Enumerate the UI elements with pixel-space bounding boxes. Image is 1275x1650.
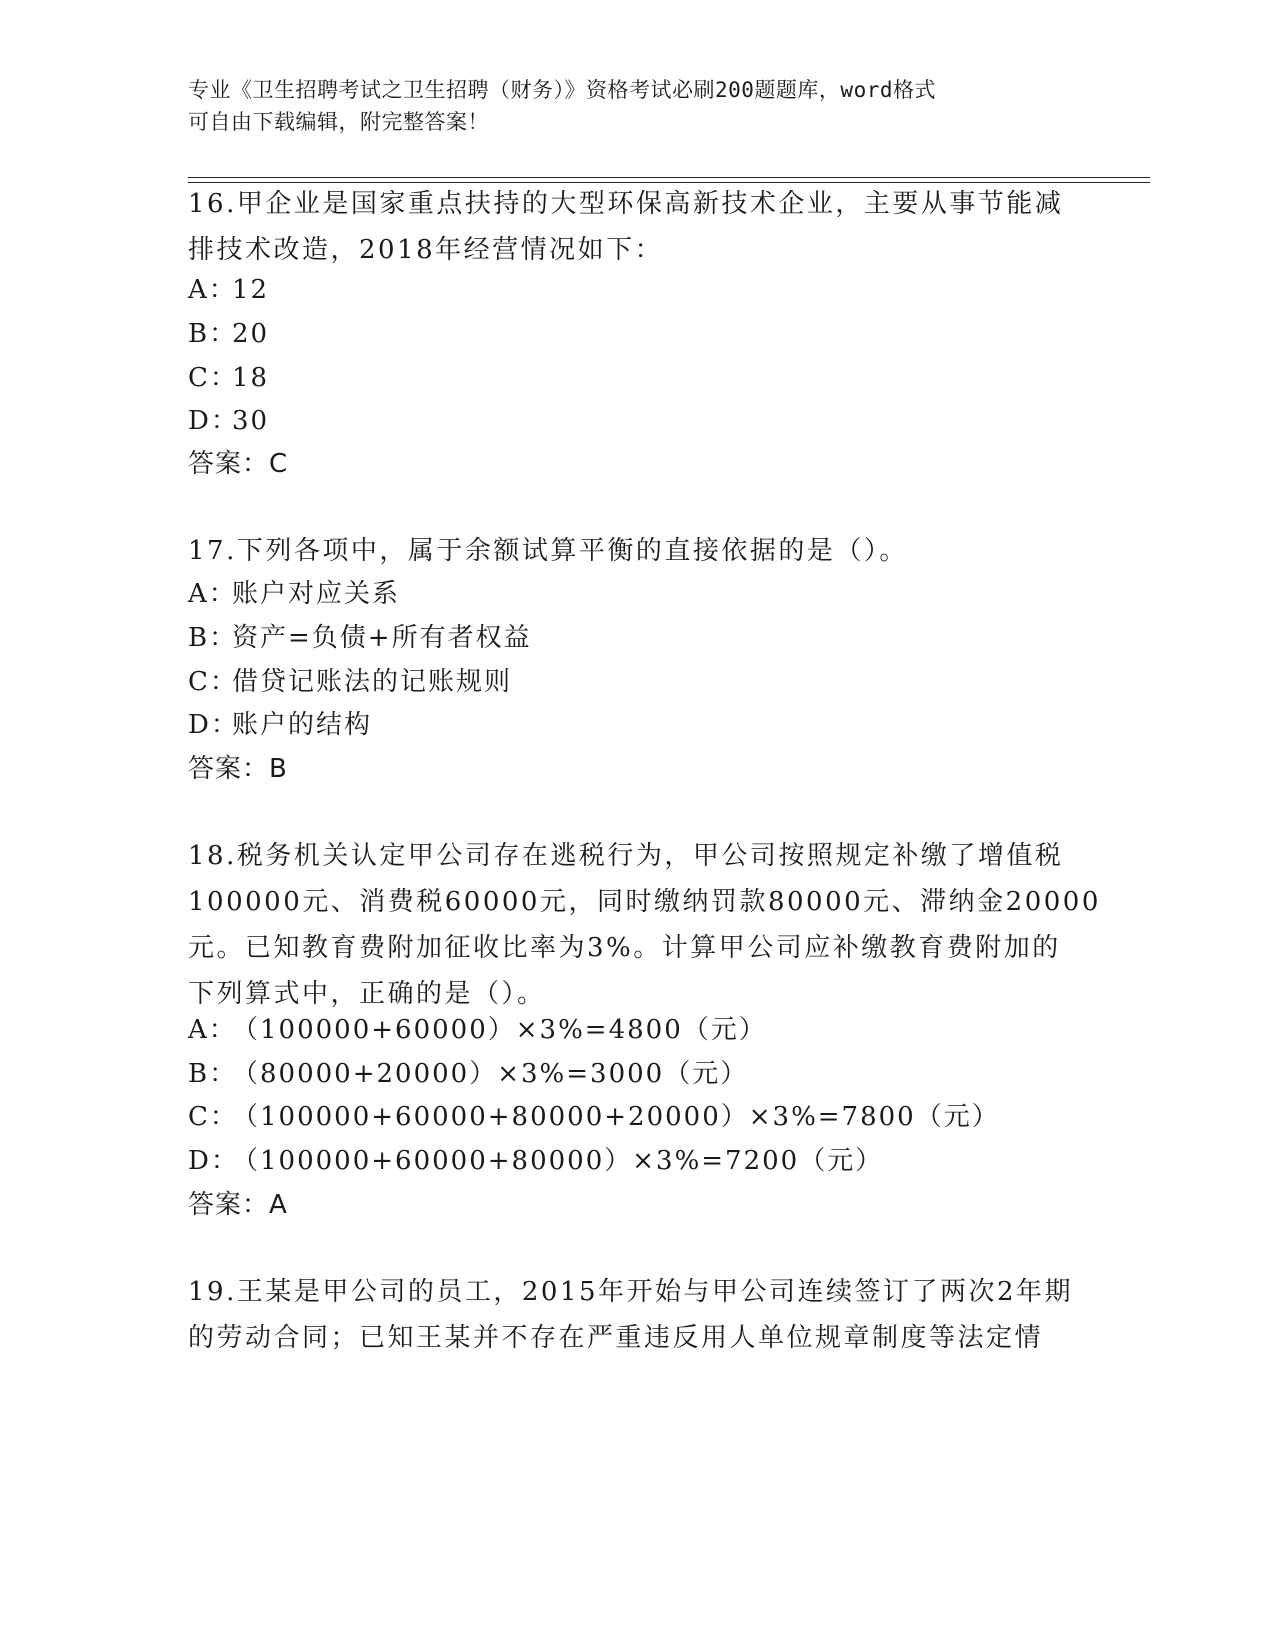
question-18-option-d	[188, 1138, 883, 1184]
option-key: D：	[188, 710, 239, 740]
option-text: 资产=负债+所有者权益	[232, 623, 532, 653]
question-16-option-d	[188, 398, 269, 444]
question-18-option-b	[188, 1051, 748, 1097]
option-text: 30	[232, 406, 270, 436]
option-text: （100000+60000+80000+20000）×3%=7800（元）	[232, 1102, 1000, 1132]
question-18-option-a	[188, 1007, 767, 1053]
option-text: （100000+60000）×3%=4800（元）	[232, 1015, 767, 1045]
question-16-option-b	[188, 311, 269, 357]
option-key: A：	[188, 275, 237, 305]
question-18-answer: 答案：A	[188, 1190, 288, 1220]
question-17-option-d	[188, 702, 372, 748]
option-key: D：	[188, 406, 239, 436]
question-19-line-1: 19.王某是甲公司的员工，2015年开始与甲公司连续签订了两次2年期	[188, 1277, 1074, 1307]
question-16-text	[188, 181, 1063, 273]
question-18-option-c	[188, 1094, 1000, 1140]
question-16-line-2: 排技术改造，2018年经营情况如下：	[188, 235, 664, 265]
option-text: 20	[232, 319, 270, 349]
question-16-answer: 答案：C	[188, 449, 289, 479]
option-key: A：	[188, 1015, 237, 1045]
question-17-answer: 答案：B	[188, 754, 288, 784]
option-text: （80000+20000）×3%=3000（元）	[232, 1059, 749, 1089]
question-19-text	[188, 1269, 1073, 1361]
header-line-2: 可自由下载编辑，附完整答案！	[188, 110, 489, 134]
option-text: 账户的结构	[232, 710, 373, 740]
question-16-option-a	[188, 267, 269, 313]
option-key: B：	[188, 1059, 238, 1089]
option-key: B：	[188, 623, 238, 653]
question-18-line-1: 18.税务机关认定甲公司存在逃税行为，甲公司按照规定补缴了增值税	[188, 841, 1064, 871]
question-18-line-3: 元。已知教育费附加征收比率为3%。计算甲公司应补缴教育费附加的	[188, 933, 1061, 963]
option-key: B：	[188, 319, 238, 349]
question-17-option-b	[188, 615, 532, 661]
question-18-text	[188, 833, 1101, 1017]
question-18-line-4: 下列算式中，正确的是（）。	[188, 979, 546, 1009]
option-text: 借贷记账法的记账规则	[232, 667, 513, 697]
option-key: C：	[188, 1102, 238, 1132]
question-17-text	[188, 528, 908, 574]
option-text: 18	[232, 363, 270, 393]
question-16-line-1: 16.甲企业是国家重点扶持的大型环保高新技术企业，主要从事节能减	[188, 189, 1064, 219]
header-line-1: 专业《卫生招聘考试之卫生招聘（财务）》资格考试必刷200题题库，word格式	[188, 78, 936, 102]
question-17-option-a	[188, 571, 400, 617]
question-16-option-c	[188, 355, 269, 401]
question-17-option-c	[188, 659, 512, 705]
option-key: C：	[188, 363, 238, 393]
option-key: A：	[188, 579, 237, 609]
option-key: D：	[188, 1146, 239, 1176]
option-text: 12	[232, 275, 270, 305]
header-divider-top	[188, 177, 1150, 178]
document-header	[188, 74, 1068, 138]
option-key: C：	[188, 667, 238, 697]
option-text: （100000+60000+80000）×3%=7200（元）	[232, 1146, 884, 1176]
question-17-line-1: 17.下列各项中，属于余额试算平衡的直接依据的是（）。	[188, 536, 908, 566]
question-19-line-2: 的劳动合同；已知王某并不存在严重违反用人单位规章制度等法定情	[188, 1323, 1044, 1353]
option-text: 账户对应关系	[232, 579, 401, 609]
question-18-line-2: 100000元、消费税60000元，同时缴纳罚款80000元、滞纳金20000	[188, 887, 1101, 917]
